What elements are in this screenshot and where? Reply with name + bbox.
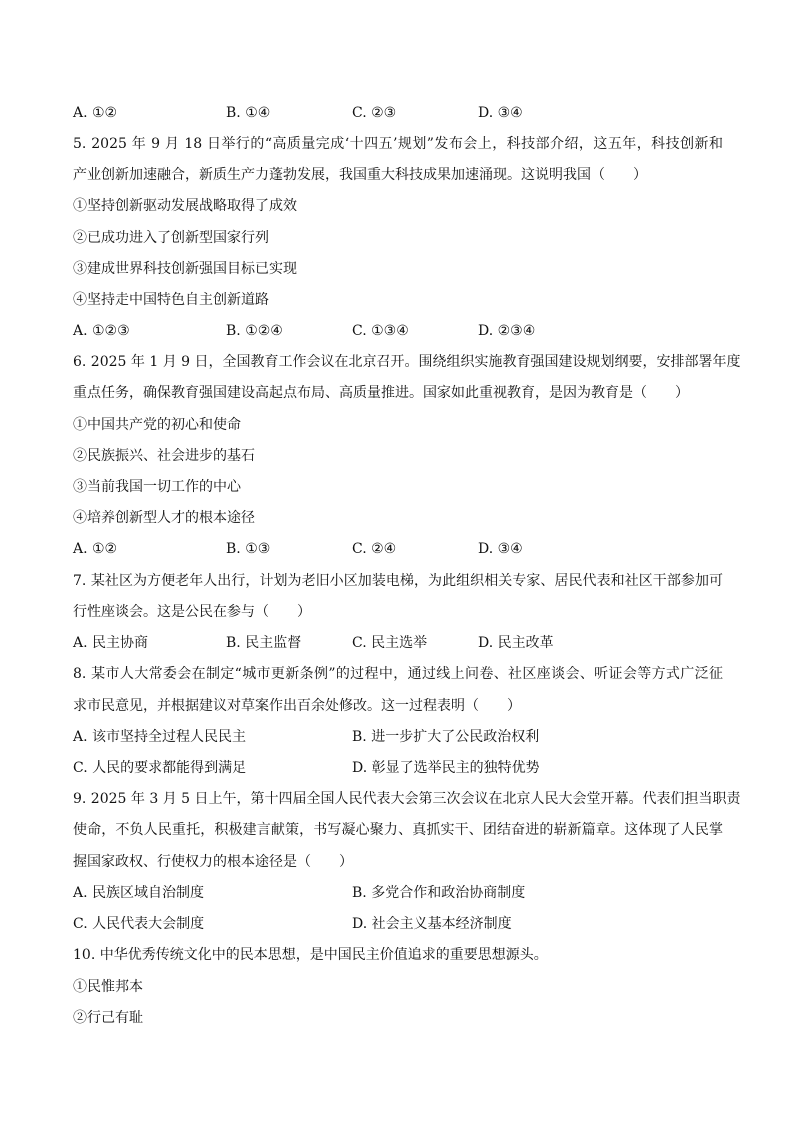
q6-item-3: ③当前我国一切工作的中心 <box>73 479 241 495</box>
q8-option-c: C. 人民的要求都能得到满足 <box>73 760 247 776</box>
q5-option-d: D. ②③④ <box>478 323 536 339</box>
q5-stem-line2: 产业创新加速融合，新质生产力蓬勃发展，我国重大科技成果加速涌现。这说明我国（ ） <box>73 167 647 183</box>
q6-item-4: ④培养创新型人才的根本途径 <box>73 510 255 526</box>
q7-option-d: D. 民主改革 <box>478 635 554 651</box>
q7-option-b: B. 民主监督 <box>226 635 302 651</box>
q10-stem-line1: 10. 中华优秀传统文化中的民本思想，是中国民主价值追求的重要思想源头。 <box>73 947 548 963</box>
q9-stem-line3: 握国家政权、行使权力的根本途径是（ ） <box>73 854 353 870</box>
q4-option-b: B. ①④ <box>226 105 271 121</box>
q4-option-c: C. ②③ <box>352 105 397 121</box>
q8-option-b: B. 进一步扩大了公民政治权利 <box>352 729 540 745</box>
q6-option-b: B. ①③ <box>226 541 271 557</box>
q5-option-c: C. ①③④ <box>352 323 409 339</box>
q5-stem-line1: 5. 2025 年 9 月 18 日举行的“高质量完成‘十四五’规划”发布会上，科技部介绍，这五年，科技创新和 <box>73 136 723 152</box>
q10-item-1: ①民惟邦本 <box>73 979 143 995</box>
q5-item-4: ④坚持走中国特色自主创新道路 <box>73 292 269 308</box>
q6-stem-line1: 6. 2025 年 1 月 9 日，全国教育工作会议在北京召开。围绕组织实施教育强国建设规划纲要，安排部署年度 <box>73 354 741 370</box>
q9-option-d: D. 社会主义基本经济制度 <box>352 916 512 932</box>
q8-option-a: A. 该市坚持全过程人民民主 <box>73 729 247 745</box>
q9-stem-line2: 使命，不负人民重托，积极建言献策，书写凝心聚力、真抓实干、团结奋进的崭新篇章。这体现了人民掌 <box>73 822 723 838</box>
q10-item-2: ②行己有耻 <box>73 1010 143 1026</box>
q5-option-a: A. ①②③ <box>73 323 130 339</box>
q9-option-b: B. 多党合作和政治协商制度 <box>352 885 526 901</box>
q7-option-a: A. 民主协商 <box>73 635 149 651</box>
q7-stem-line1: 7. 某社区为方便老年人出行，计划为老旧小区加装电梯，为此组织相关专家、居民代表和社区干部参加可 <box>73 573 723 589</box>
q4-option-a: A. ①② <box>73 105 118 121</box>
q5-item-1: ①坚持创新驱动发展战略取得了成效 <box>73 198 297 214</box>
q8-option-d: D. 彰显了选举民主的独特优势 <box>352 760 540 776</box>
q5-option-b: B. ①②④ <box>226 323 283 339</box>
q7-option-c: C. 民主选举 <box>352 635 428 651</box>
q6-option-c: C. ②④ <box>352 541 397 557</box>
q7-stem-line2: 行性座谈会。这是公民在参与（ ） <box>73 604 311 620</box>
q6-item-2: ②民族振兴、社会进步的基石 <box>73 448 255 464</box>
q6-item-1: ①中国共产党的初心和使命 <box>73 417 241 433</box>
q6-stem-line2: 重点任务，确保教育强国建设高起点布局、高质量推进。国家如此重视教育，是因为教育是（ ） <box>73 385 689 401</box>
q8-stem-line2: 求市民意见，并根据建议对草案作出百余处修改。这一过程表明（ ） <box>73 698 521 714</box>
q5-item-2: ②已成功进入了创新型国家行列 <box>73 230 269 246</box>
q9-option-a: A. 民族区域自治制度 <box>73 885 205 901</box>
q9-stem-line1: 9. 2025 年 3 月 5 日上午，第十四届全国人民代表大会第三次会议在北京人民大会堂开幕。代表们担当职责 <box>73 791 741 807</box>
q8-stem-line1: 8. 某市人大常委会在制定“城市更新条例”的过程中，通过线上问卷、社区座谈会、听证会等方式广泛征 <box>73 666 723 682</box>
q5-item-3: ③建成世界科技创新强国目标已实现 <box>73 261 297 277</box>
q6-option-a: A. ①② <box>73 541 118 557</box>
q6-option-d: D. ③④ <box>478 541 523 557</box>
q9-option-c: C. 人民代表大会制度 <box>73 916 205 932</box>
q4-option-d: D. ③④ <box>478 105 523 121</box>
